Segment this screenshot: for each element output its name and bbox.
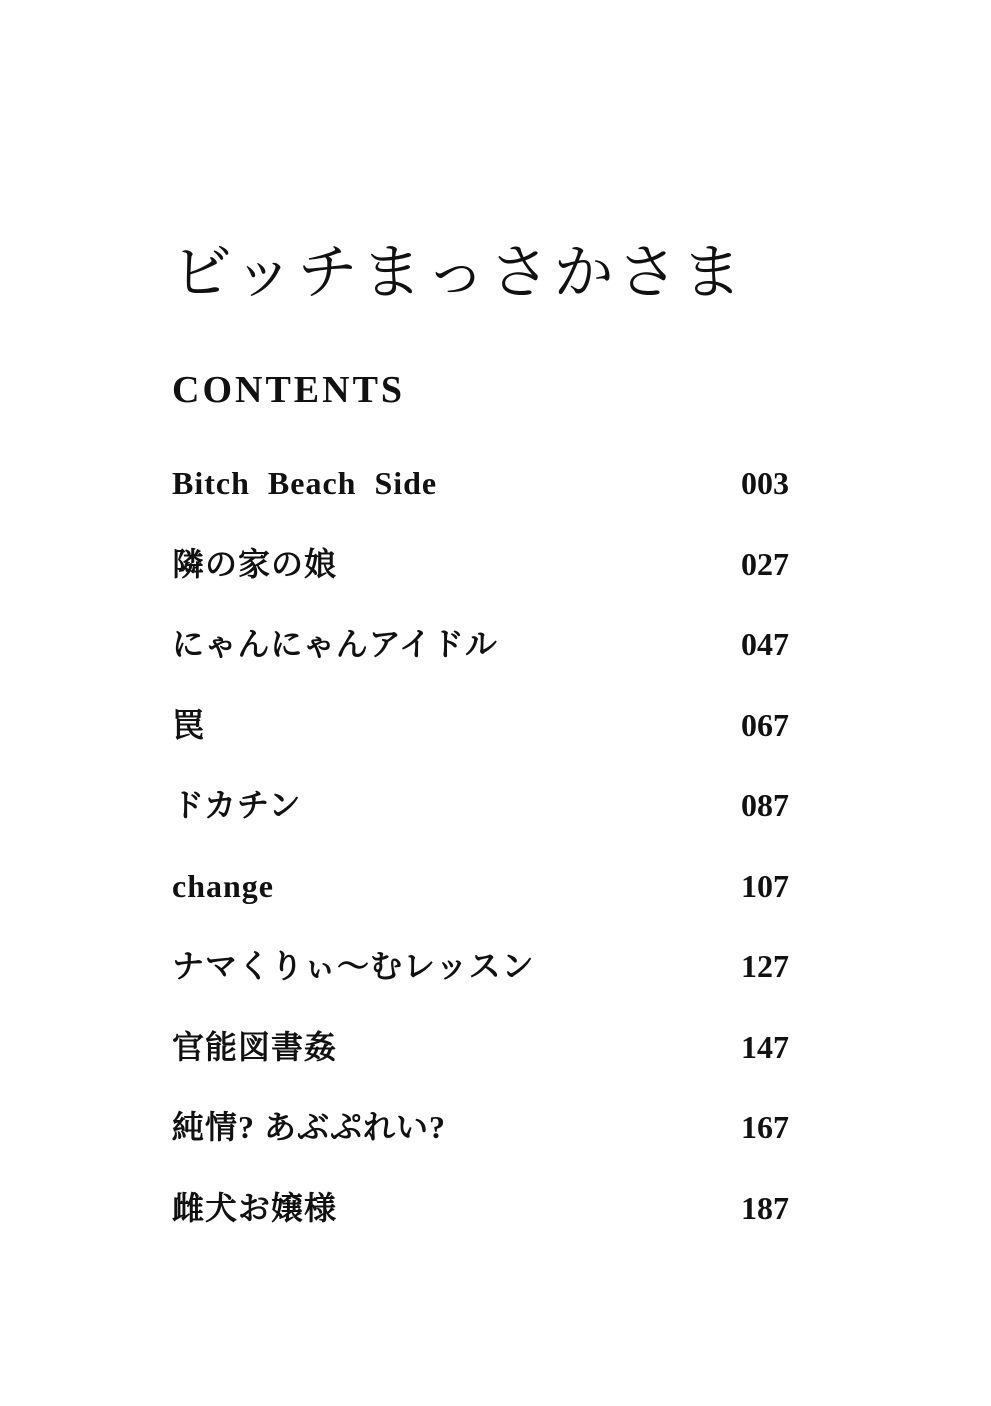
entry-page: 027: [741, 545, 789, 582]
toc-entry: [172, 784, 789, 865]
toc-entry: [172, 1187, 789, 1268]
contents-heading: CONTENTS: [172, 369, 406, 411]
entry-title: Bitch Beach Side: [172, 465, 438, 501]
toc-entry: [172, 543, 789, 624]
entry-page: 047: [741, 626, 789, 662]
entry-title: 官能図書姦: [172, 1028, 338, 1065]
entry-title: change: [172, 867, 274, 904]
entry-page: 147: [741, 1028, 789, 1065]
entry-page: 127: [741, 948, 789, 984]
entry-page: 003: [741, 465, 789, 501]
toc-entry: [172, 462, 789, 543]
entry-page: 067: [741, 706, 789, 743]
toc-entry: [172, 704, 789, 785]
entry-page: 187: [741, 1189, 789, 1226]
entry-title: 罠: [172, 706, 206, 743]
toc-entry: [172, 1106, 789, 1187]
entry-title: 雌犬お嬢様: [172, 1189, 338, 1226]
entry-title: にゃんにゃんアイドル: [172, 626, 498, 662]
entry-title: ナマくりぃ〜むレッスン: [172, 948, 535, 984]
book-title: ビッチまっさかさま: [172, 238, 746, 308]
entry-page: 087: [741, 787, 789, 823]
entry-title: 隣の家の娘: [172, 545, 338, 582]
toc-entry: [172, 865, 789, 946]
table-of-contents: [172, 462, 789, 1267]
toc-entry: [172, 1026, 789, 1107]
toc-entry: [172, 945, 789, 1026]
entry-page: 167: [741, 1109, 789, 1145]
entry-title: 純情? あぶぷれい?: [172, 1109, 447, 1145]
entry-title: ドカチン: [172, 787, 302, 823]
entry-page: 107: [741, 867, 789, 904]
toc-entry: [172, 623, 789, 704]
